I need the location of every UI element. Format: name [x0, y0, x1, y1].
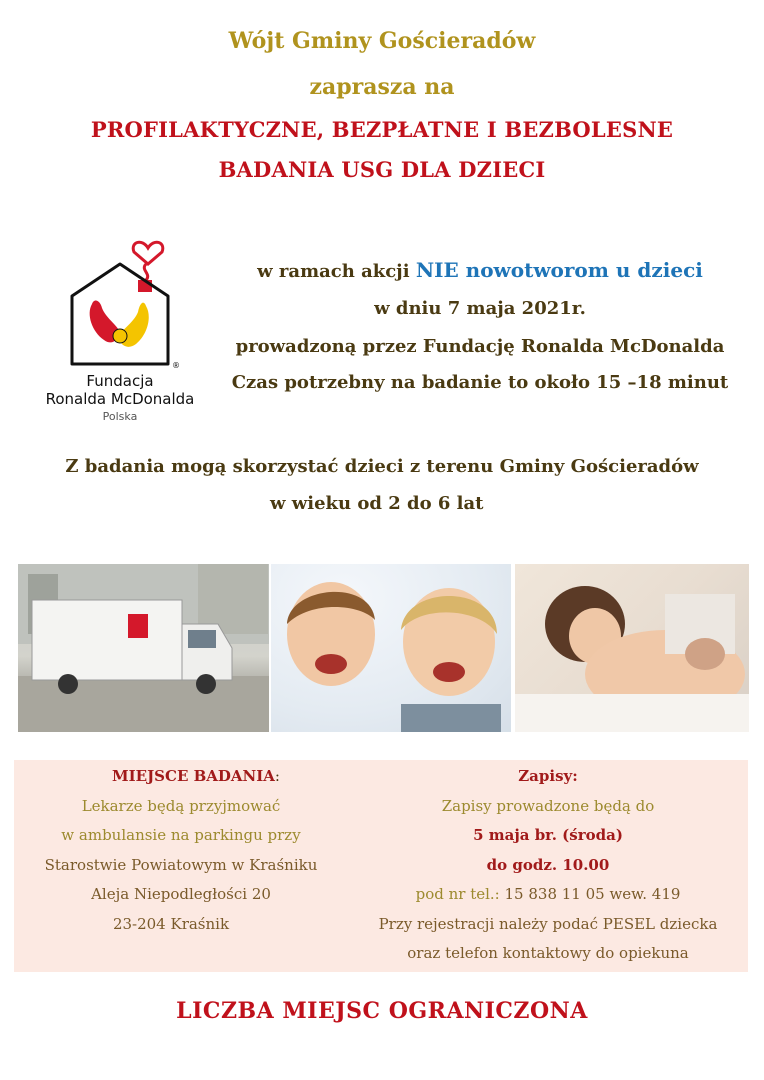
svg-text:®: ®	[172, 361, 180, 370]
logo-name-line1: Fundacja	[86, 372, 154, 390]
registration-title: Zapisy:	[518, 767, 578, 785]
location-line-3: Starostwie Powiatowym w Kraśniku	[44, 855, 318, 874]
logo-name-line3: Polska	[102, 410, 138, 423]
fundacja-logo	[22, 236, 218, 426]
location-line-2: w ambulansie na parkingu przy	[61, 826, 301, 844]
campaign-date: w dniu 7 maja 2021r.	[374, 298, 586, 319]
header-title-line2: BADANIA USG DLA DZIECI	[218, 157, 546, 182]
registration-phone-line: pod nr tel.: 15 838 11 05 wew. 419	[415, 885, 681, 903]
medical-bus-photo	[18, 564, 269, 732]
registration-line-1: Zapisy prowadzone będą do	[441, 796, 655, 815]
location-line-5: 23-204 Kraśnik	[112, 914, 230, 933]
location-column	[14, 762, 348, 939]
registration-note-2: oraz telefon kontaktowy do opiekuna	[407, 944, 689, 962]
header-organizer: Wójt Gminy Gościeradów	[228, 28, 536, 54]
campaign-duration: Czas potrzebny na badanie to około 15 –18 minut	[231, 372, 729, 393]
limited-places-notice: LICZBA MIEJSC OGRANICZONA	[176, 998, 588, 1024]
registration-phone: 15 838 11 05 wew. 419	[504, 885, 681, 903]
campaign-prefix: w ramach akcji	[257, 261, 416, 282]
header-invites: zaprasza na	[309, 74, 455, 100]
header-title-line1: PROFILAKTYCZNE, BEZPŁATNE I BEZBOLESNE	[90, 117, 674, 142]
location-line-1: Lekarze będą przyjmować	[81, 796, 281, 815]
registration-column	[348, 762, 748, 969]
campaign-organizer: prowadzoną przez Fundację Ronalda McDonalda	[235, 336, 725, 357]
ronald-house-hands-icon	[22, 236, 218, 376]
logo-name-line2: Ronalda McDonalda	[45, 390, 195, 408]
location-title: MIEJSCE BADANIA:	[112, 767, 280, 785]
eligibility-line1: Z badania mogą skorzystać dzieci z terenu Gminy Gościeradów	[65, 456, 699, 477]
two-boys-photo	[271, 564, 511, 732]
info-box	[14, 760, 748, 972]
campaign-line	[210, 258, 750, 282]
location-line-4: Aleja Niepodległości 20	[91, 885, 271, 903]
registration-note-1: Przy rejestracji należy podać PESEL dziecka	[378, 914, 718, 933]
campaign-name-rest: nowotworom u dzieci	[458, 258, 703, 282]
child-ultrasound-photo	[515, 564, 749, 732]
registration-deadline-time: do godz. 10.00	[486, 855, 610, 874]
registration-deadline-date: 5 maja br. (środa)	[473, 826, 623, 844]
campaign-name-highlight: NIE	[415, 258, 459, 282]
eligibility-line2: w wieku od 2 do 6 lat	[270, 493, 484, 514]
